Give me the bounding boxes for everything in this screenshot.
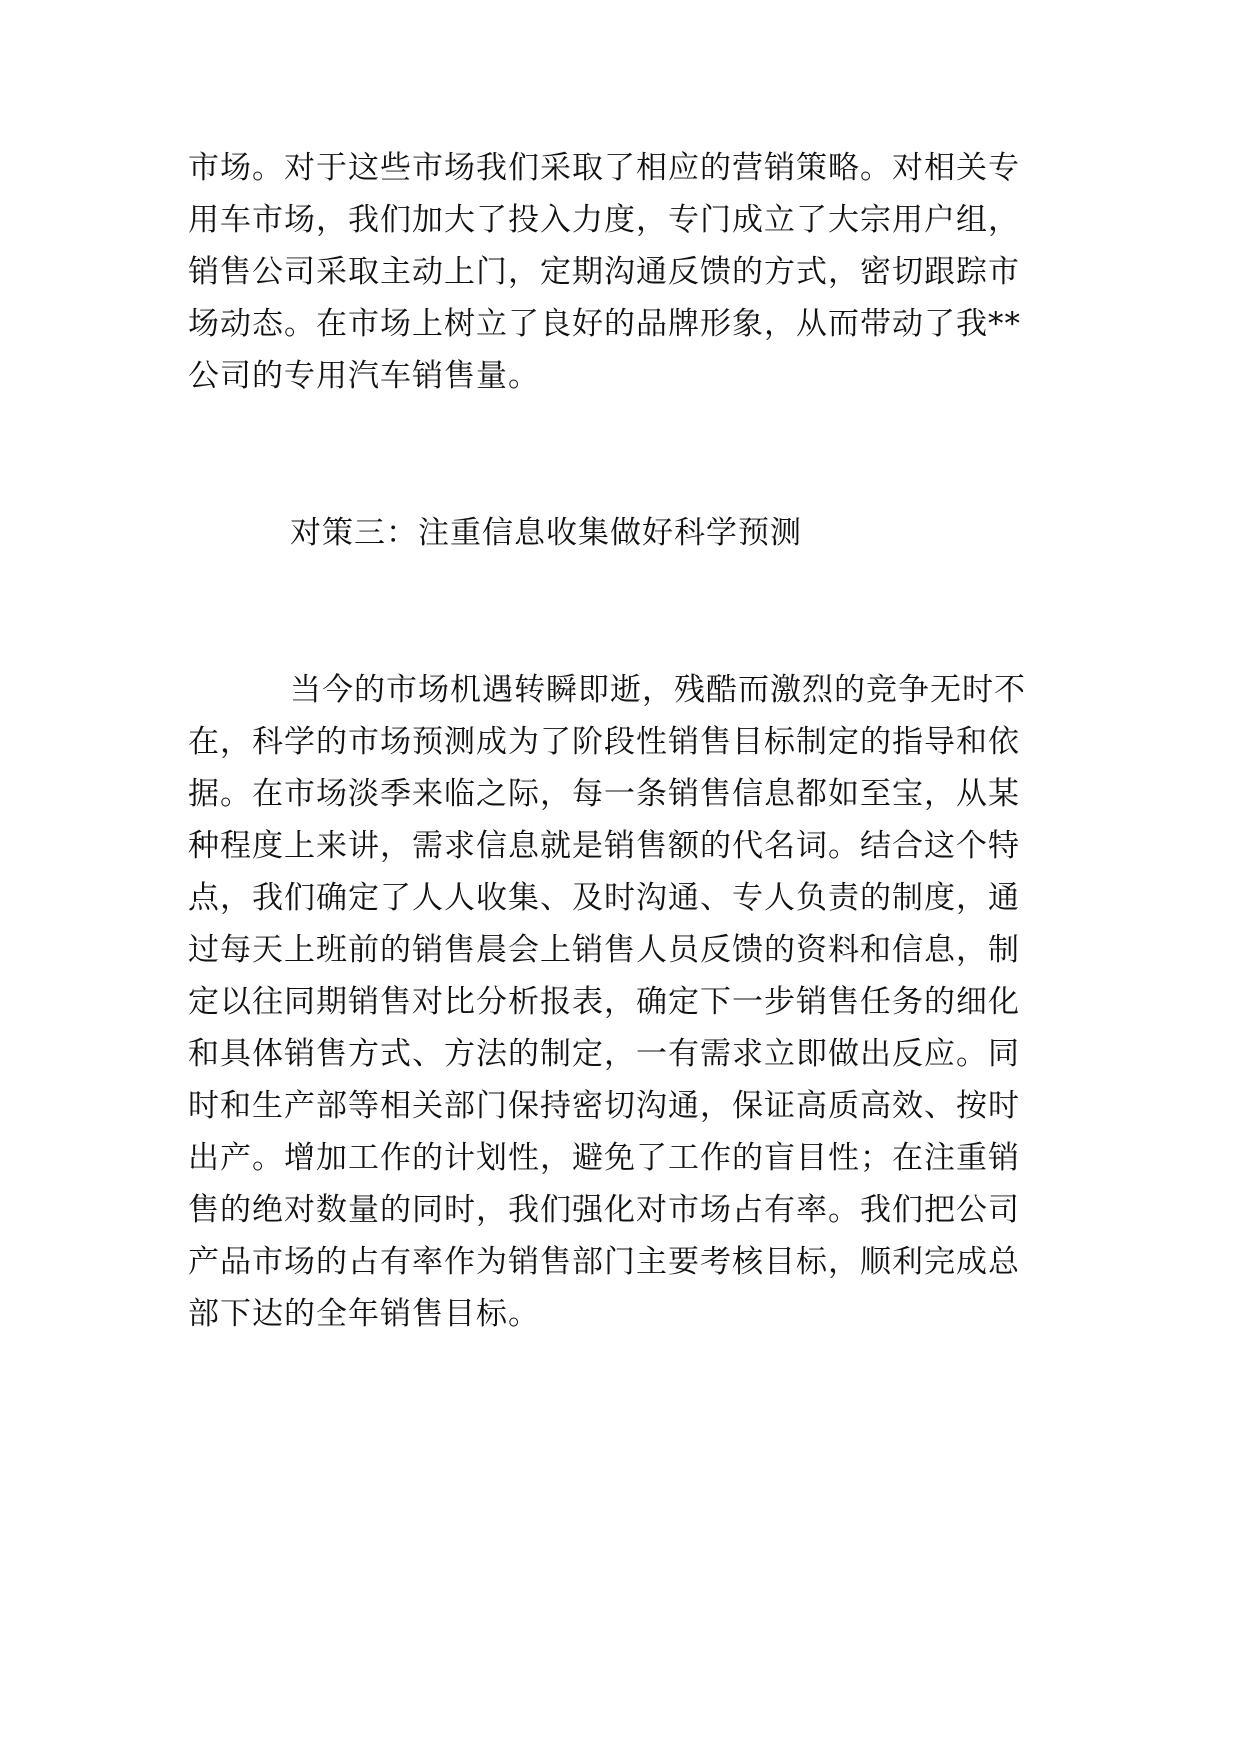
- paragraph-line: 和具体销售方式、方法的制定，一有需求立即做出反应。同: [188, 1036, 1020, 1072]
- paragraph-line: 部下达的全年销售目标。: [188, 1296, 540, 1332]
- paragraph-line: 定以往同期销售对比分析报表，确定下一步销售任务的细化: [188, 984, 1020, 1020]
- paragraph-line: 用车市场，我们加大了投入力度，专门成立了大宗用户组，: [188, 202, 1020, 238]
- paragraph-line: 出产。增加工作的计划性，避免了工作的盲目性；在注重销: [188, 1140, 1020, 1176]
- paragraph-line: 公司的专用汽车销售量。: [188, 358, 540, 394]
- paragraph-line: 点，我们确定了人人收集、及时沟通、专人负责的制度，通: [188, 880, 1020, 916]
- paragraph-line: 时和生产部等相关部门保持密切沟通，保证高质高效、按时: [188, 1088, 1020, 1124]
- paragraph-line: 场动态。在市场上树立了良好的品牌形象，从而带动了我**: [188, 306, 1021, 342]
- paragraph-line: 种程度上来讲，需求信息就是销售额的代名词。结合这个特: [188, 828, 1020, 864]
- paragraph-line: 售的绝对数量的同时，我们强化对市场占有率。我们把公司: [188, 1192, 1020, 1228]
- paragraph-line: 销售公司采取主动上门，定期沟通反馈的方式，密切跟踪市: [188, 254, 1020, 290]
- paragraph-line: 当今的市场机遇转瞬即逝，残酷而激烈的竞争无时不: [290, 672, 1026, 708]
- section-heading: 对策三：注重信息收集做好科学预测: [290, 515, 802, 551]
- paragraph-line: 过每天上班前的销售晨会上销售人员反馈的资料和信息，制: [188, 932, 1020, 968]
- paragraph-line: 产品市场的占有率作为销售部门主要考核目标，顺利完成总: [188, 1244, 1020, 1280]
- paragraph-line: 据。在市场淡季来临之际，每一条销售信息都如至宝，从某: [188, 776, 1020, 812]
- paragraph-line: 在，科学的市场预测成为了阶段性销售目标制定的指导和依: [188, 724, 1020, 760]
- paragraph-line: 市场。对于这些市场我们采取了相应的营销策略。对相关专: [188, 150, 1020, 186]
